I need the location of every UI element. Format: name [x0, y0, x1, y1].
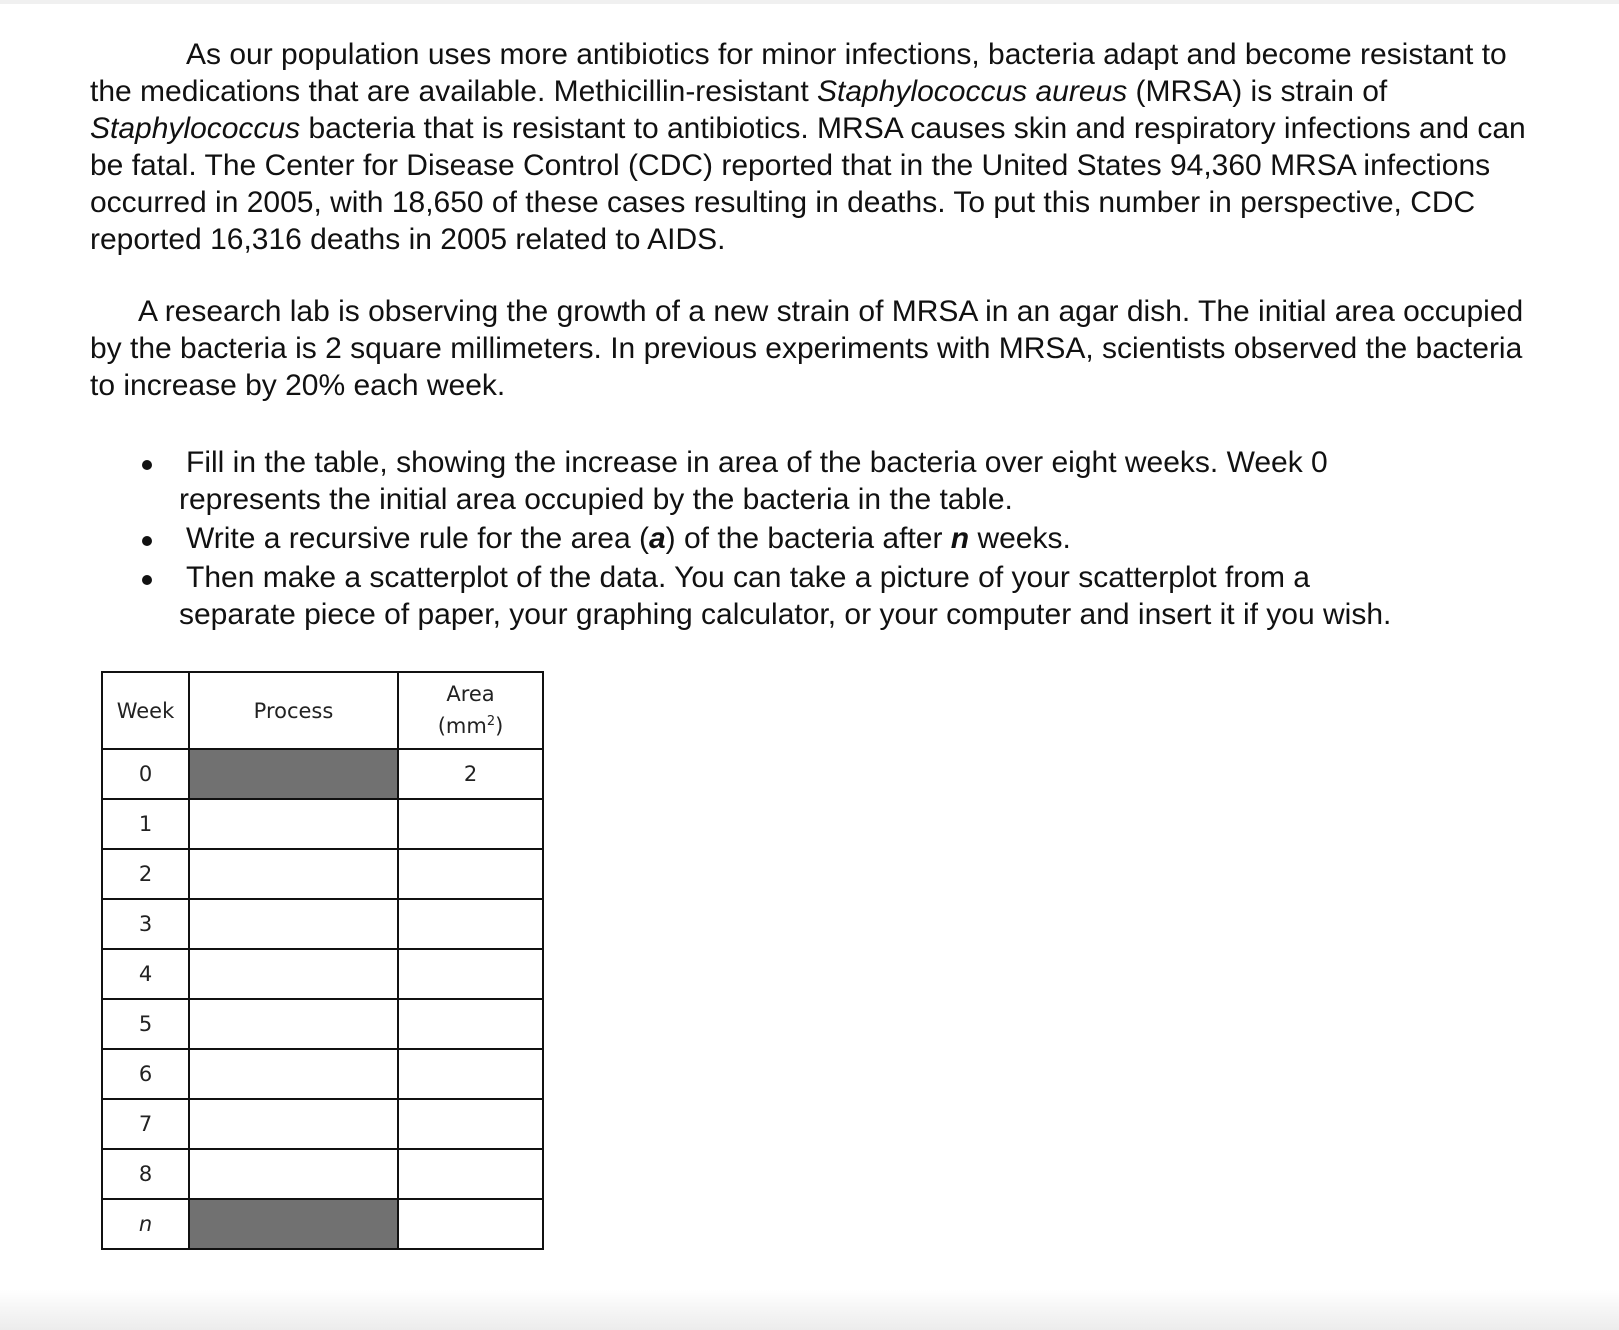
instruction-text: separate piece of paper, your graphing calculator, or your computer and insert it if you wish.: [179, 598, 1392, 631]
week-cell: 7: [102, 1099, 189, 1149]
process-cell[interactable]: [189, 1149, 398, 1199]
instruction-recursive-rule: Write a recursive rule for the area (a) of the bacteria after n weeks.: [0, 520, 1486, 557]
week-cell: 0: [102, 749, 189, 799]
process-cell[interactable]: [189, 999, 398, 1049]
week-cell: 1: [102, 799, 189, 849]
top-edge: [0, 0, 1619, 4]
week-cell: n: [102, 1199, 189, 1249]
instruction-list: [0, 444, 1619, 635]
table-row: [102, 1099, 543, 1149]
process-cell[interactable]: [189, 1049, 398, 1099]
process-cell[interactable]: [189, 849, 398, 899]
process-cell-shaded: [189, 749, 398, 799]
area-cell[interactable]: [398, 949, 543, 999]
table-row: [102, 849, 543, 899]
table-header-row: [102, 672, 543, 749]
table-row: [102, 899, 543, 949]
week-cell: 4: [102, 949, 189, 999]
table-row: [102, 999, 543, 1049]
process-cell[interactable]: [189, 1099, 398, 1149]
week-cell: 5: [102, 999, 189, 1049]
table-row: [102, 1199, 543, 1249]
instruction-fill-table: [0, 444, 1486, 518]
area-cell[interactable]: [398, 1149, 543, 1199]
process-cell[interactable]: [189, 899, 398, 949]
growth-table: [101, 671, 544, 1250]
table-row: [102, 1049, 543, 1099]
instruction-text: Fill in the table, showing the increase in area of the bacteria over eight weeks. Week 0: [186, 446, 1328, 479]
process-cell[interactable]: [189, 799, 398, 849]
intro-paragraph: As our population uses more antibiotics for minor infections, bacteria adapt and become resistant to the medications that are available. Methicillin-resistant Staphylococcus aureus (MRSA) is strain of Staphylococcus bacteria that is resistant to antibiotics. MRSA causes skin and respiratory infections and can be fatal. The Center for Disease Control (CDC) reported that in the United States 94,360 MRSA infections occurred in 2005, with 18,650 of these cases resulting in deaths. To put this number in perspective, CDC reported 16,316 deaths in 2005 related to AIDS.: [90, 38, 1526, 256]
header-process: Process: [189, 672, 398, 749]
bottom-edge: [0, 1290, 1619, 1330]
problem-paragraph: A research lab is observing the growth of a new strain of MRSA in an agar dish. The initial area occupied by the bacteria is 2 square millimeters. In previous experiments with MRSA, scientists observed the bacteria to increase by 20% each week.: [90, 295, 1524, 402]
header-area: Area $(mm^2)$: [398, 672, 543, 749]
area-cell[interactable]: [398, 899, 543, 949]
bullet-icon: [142, 575, 152, 585]
area-cell[interactable]: [398, 799, 543, 849]
process-cell-shaded: [189, 1199, 398, 1249]
area-cell[interactable]: [398, 849, 543, 899]
area-cell[interactable]: [398, 999, 543, 1049]
instruction-text: represents the initial area occupied by the bacteria in the table.: [179, 483, 1013, 516]
week-cell: 3: [102, 899, 189, 949]
bullet-icon: [142, 460, 152, 470]
week-cell: 8: [102, 1149, 189, 1199]
process-cell[interactable]: [189, 949, 398, 999]
week-cell: 6: [102, 1049, 189, 1099]
area-cell[interactable]: [398, 1199, 543, 1249]
table-row: [102, 799, 543, 849]
bullet-icon: [142, 536, 152, 546]
table-row: [102, 1149, 543, 1199]
area-cell[interactable]: [398, 1099, 543, 1149]
instruction-text: Then make a scatterplot of the data. You can take a picture of your scatterplot from a: [186, 561, 1310, 594]
table-row: [102, 949, 543, 999]
area-cell[interactable]: [398, 1049, 543, 1099]
instruction-scatterplot: [0, 559, 1486, 633]
week-cell: 2: [102, 849, 189, 899]
table-row: [102, 749, 543, 799]
header-week: Week: [102, 672, 189, 749]
area-cell[interactable]: 2: [398, 749, 543, 799]
